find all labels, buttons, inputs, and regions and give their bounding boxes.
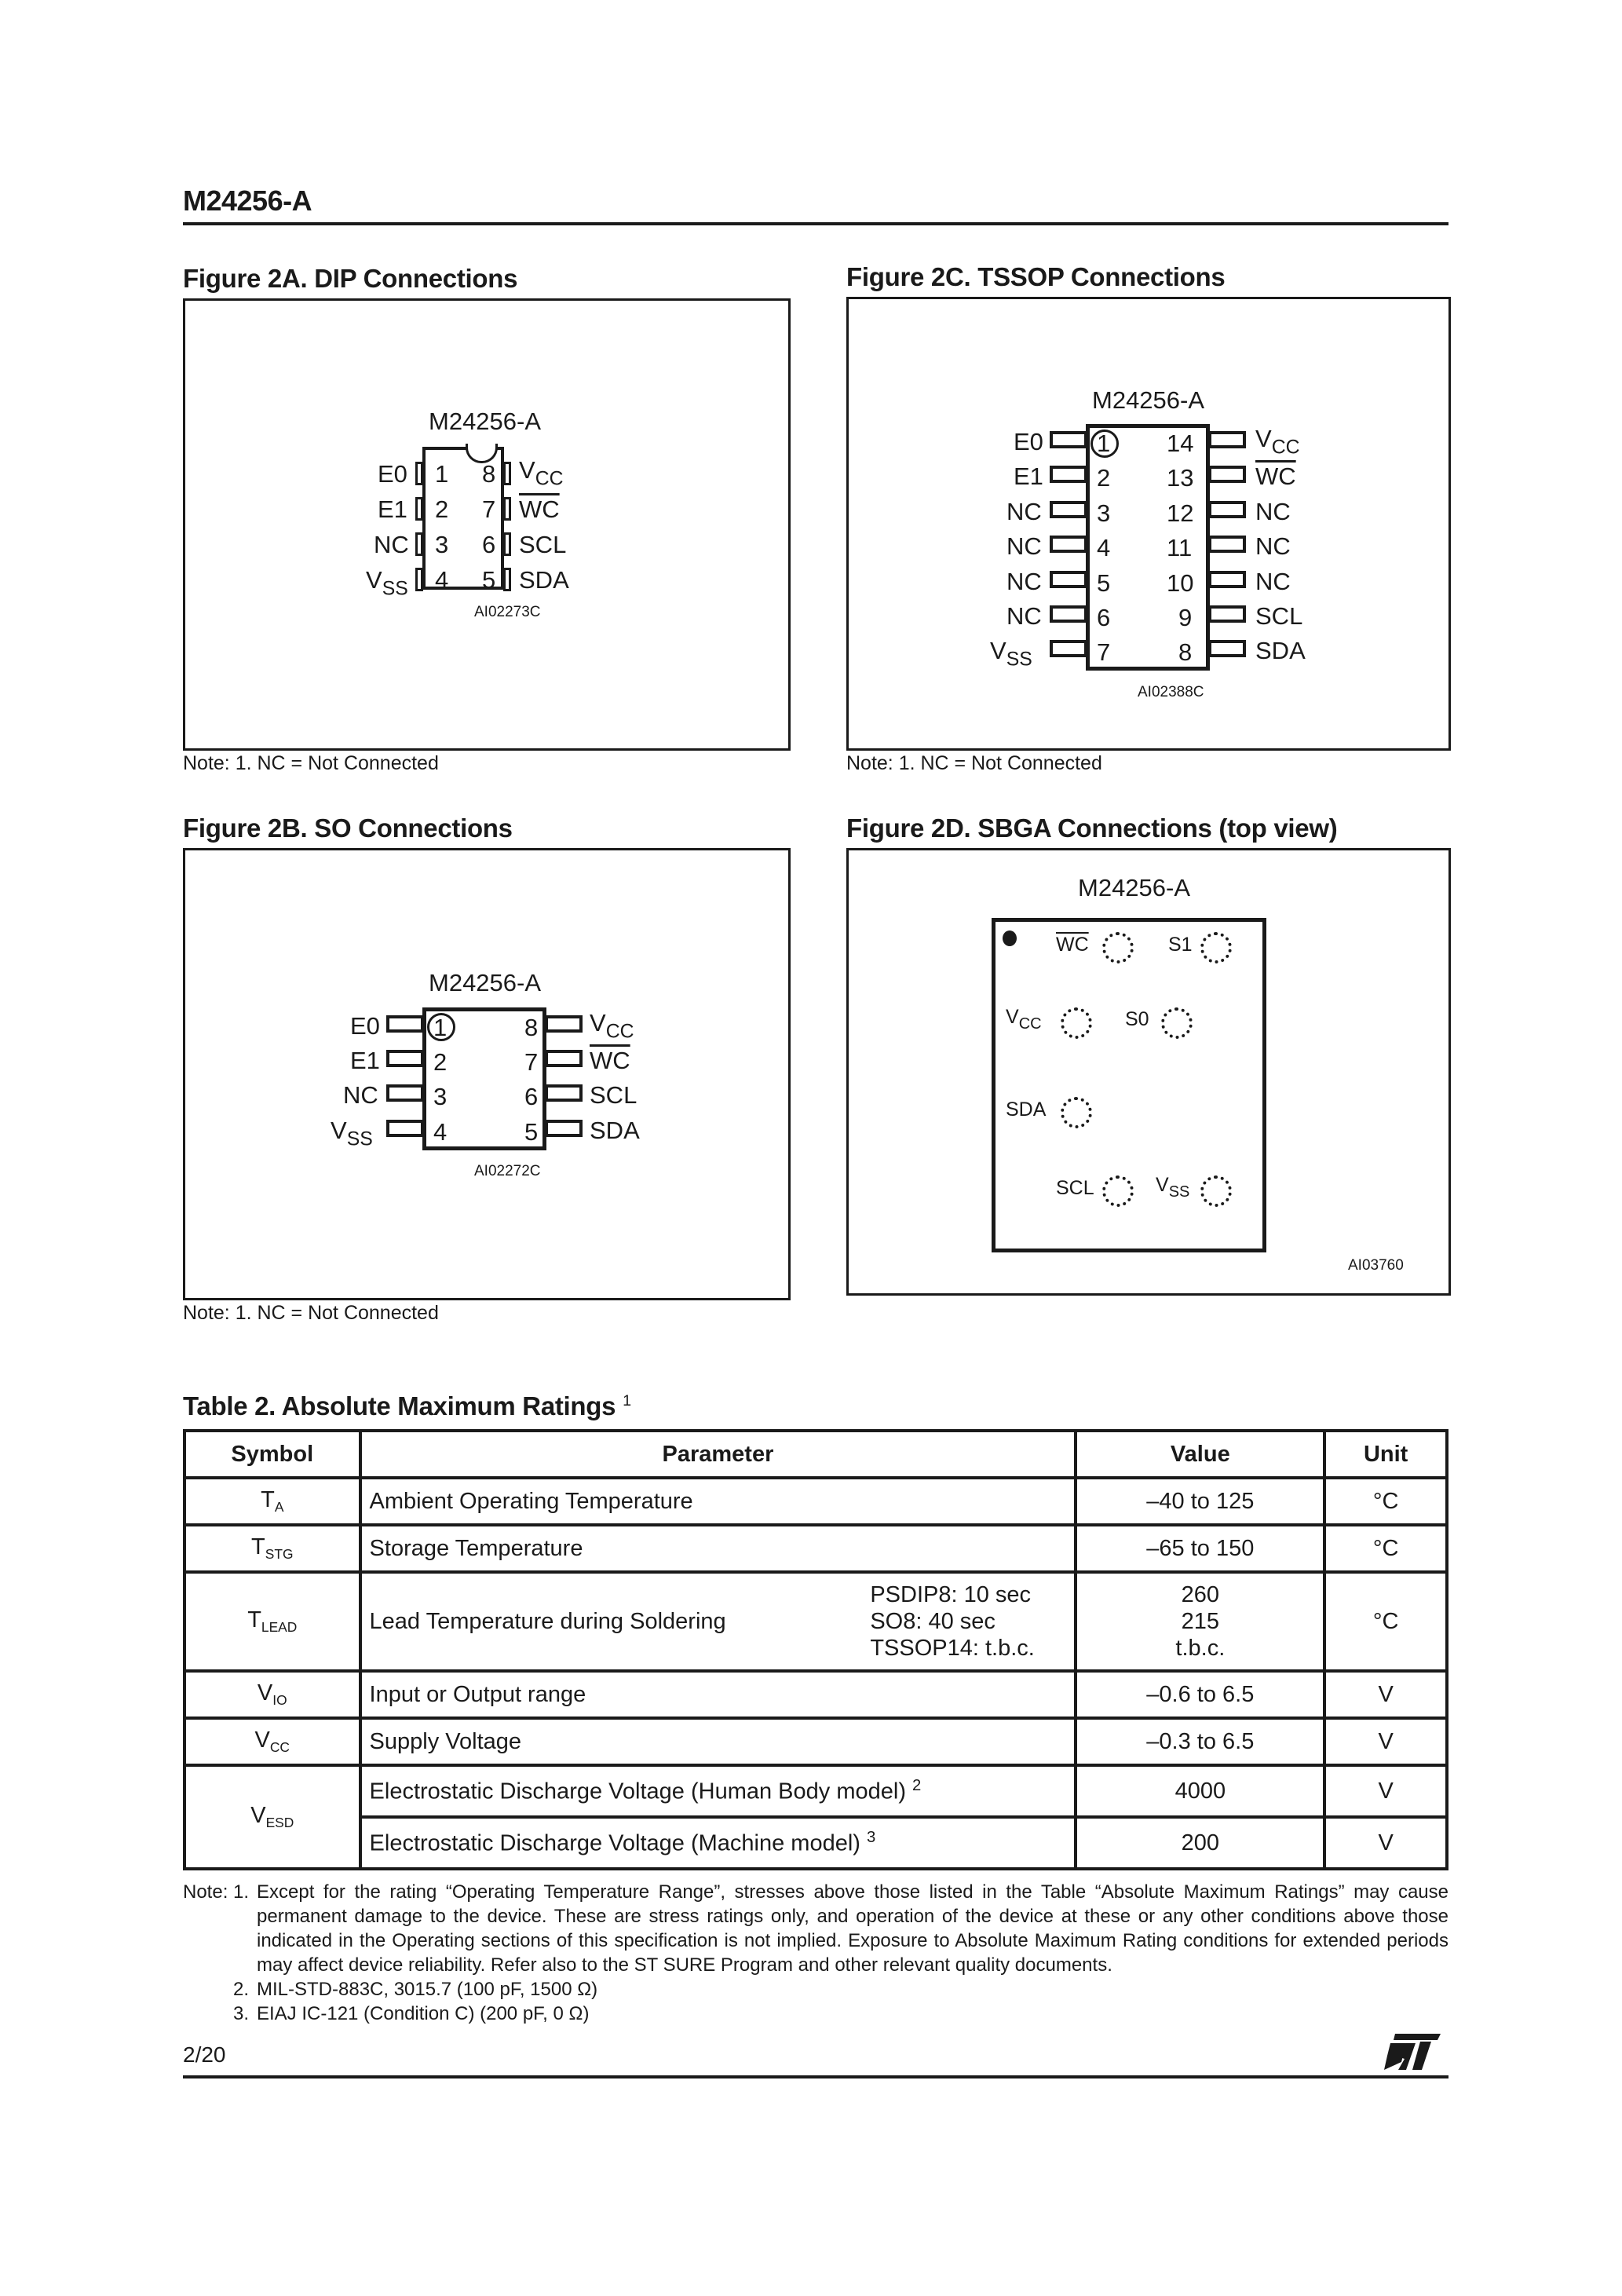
pin-label: SCL <box>590 1081 637 1109</box>
note-lead: Note: <box>183 1881 228 1903</box>
note-number: 3. <box>233 2003 250 2024</box>
pin-label: E1 <box>350 1047 380 1074</box>
pin-number: 3 <box>1097 499 1111 527</box>
ball-label-vcc: $V_{CC}$ <box>1006 1006 1042 1033</box>
pin-number: 2 <box>1097 464 1111 492</box>
value-cell <box>1076 1572 1324 1671</box>
figure-2d-sbga-diagram <box>846 848 1451 1296</box>
pin-label: E0 <box>378 460 407 488</box>
value-cell: –40 to 125 <box>1076 1478 1324 1525</box>
pin-label: SDA <box>1255 637 1306 664</box>
note-number: 1. <box>233 1881 250 1903</box>
device-label: M24256-A <box>429 969 542 996</box>
unit-cell: V <box>1324 1765 1447 1817</box>
device-label: M24256-A <box>1092 386 1205 414</box>
figure-2c-title: Figure 2C. TSSOP Connections <box>846 262 1226 291</box>
ball-label-wc: $\overline{WC}$ <box>1056 934 1089 956</box>
st-logo-icon <box>1384 2032 1441 2071</box>
ball-vss-icon <box>1200 1175 1232 1207</box>
table-note-2 <box>183 1977 1448 2002</box>
value-cell: –0.3 to 6.5 <box>1076 1718 1324 1765</box>
symbol-cell: $V_{IO}$ <box>184 1671 360 1718</box>
pin-stub <box>1050 605 1087 623</box>
figure-2a-note: Note: 1. NC = Not Connected <box>183 752 439 774</box>
device-label: M24256-A <box>429 408 542 435</box>
pin-number: 2 <box>433 1048 448 1076</box>
figure-code: AI03760 <box>1348 1257 1404 1274</box>
pin-stub <box>1208 640 1246 657</box>
pin-stub <box>415 568 423 591</box>
figure-code: AI02388C <box>1138 684 1204 700</box>
pin-label-vss: $V_{SS}$ <box>366 566 408 600</box>
pin-number: 6 <box>1097 604 1111 631</box>
ball-label-vss: $V_{SS}$ <box>1156 1174 1190 1201</box>
pin-stub <box>545 1120 583 1137</box>
pin-stub <box>1050 536 1087 553</box>
table-row <box>184 1718 1447 1765</box>
pin-label-vcc: $V_{CC}$ <box>1255 425 1300 459</box>
pin-label: SCL <box>1255 602 1303 630</box>
pin-label: SCL <box>519 531 567 558</box>
figure-code: AI02273C <box>474 604 541 620</box>
pin-label: E0 <box>1014 428 1043 455</box>
soldering-conditions <box>870 1581 1066 1662</box>
ball-s0-icon <box>1161 1007 1193 1039</box>
note-text: MIL-STD-883C, 3015.7 (100 pF, 1500 Ω) <box>257 1979 598 2000</box>
value-line: t.b.c. <box>1175 1636 1226 1661</box>
pin-label-vcc: $V_{CC}$ <box>519 456 564 490</box>
pin-number: 8 <box>1178 638 1193 666</box>
unit-cell: V <box>1324 1671 1447 1718</box>
pin-label: E0 <box>350 1012 380 1040</box>
pin-stub <box>1050 640 1087 657</box>
footer-rule <box>183 2075 1448 2078</box>
pin-stub <box>503 462 511 485</box>
condition-so8: SO8: 40 sec <box>870 1609 995 1634</box>
unit-cell: V <box>1324 1817 1447 1869</box>
table-2-title: Table 2. Absolute Maximum Ratings $^1$ <box>183 1391 631 1420</box>
pin-number: 7 <box>524 1048 539 1076</box>
pin-stub <box>503 497 511 521</box>
symbol-cell: $T_{STG}$ <box>184 1525 360 1572</box>
pin-label: E1 <box>1014 462 1043 490</box>
pin-label: NC <box>374 531 409 558</box>
page-number: 2/20 <box>183 2042 226 2067</box>
pin-number: 8 <box>482 460 496 488</box>
ball-vcc-icon <box>1061 1007 1092 1039</box>
table-note-1 <box>183 1880 1448 1977</box>
value-cell: –65 to 150 <box>1076 1525 1324 1572</box>
pin-stub <box>415 497 423 521</box>
condition-psdip8: PSDIP8: 10 sec <box>870 1582 1032 1607</box>
pin-stub <box>1208 605 1246 623</box>
table-header-row <box>184 1431 1447 1478</box>
figure-2a-title: Figure 2A. DIP Connections <box>183 264 518 293</box>
pin-stub <box>1050 501 1087 518</box>
pin-label: NC <box>1006 532 1042 560</box>
table-notes <box>183 1880 1448 2026</box>
column-header-unit: Unit <box>1324 1431 1447 1478</box>
pin-stub <box>545 1050 583 1067</box>
parameter-cell: Supply Voltage <box>360 1718 1076 1765</box>
pin-number: 4 <box>1097 534 1111 561</box>
unit-cell: °C <box>1324 1525 1447 1572</box>
pin-label: SDA <box>590 1117 640 1144</box>
symbol-cell: $T_{LEAD}$ <box>184 1572 360 1671</box>
unit-cell: °C <box>1324 1572 1447 1671</box>
figure-2c-note: Note: 1. NC = Not Connected <box>846 752 1102 774</box>
pin-stub <box>386 1084 424 1102</box>
pin-stub <box>1050 466 1087 483</box>
figure-2c-tssop-diagram <box>846 297 1451 751</box>
pin-number: 7 <box>1097 638 1111 666</box>
pin-label-wc: $\overline{WC}$ <box>1255 462 1296 490</box>
pin-stub <box>415 532 423 556</box>
pin-stub <box>1050 571 1087 588</box>
table-row <box>184 1478 1447 1525</box>
pin-stub <box>386 1050 424 1067</box>
pin-label-wc: $\overline{WC}$ <box>590 1047 630 1074</box>
figure-2b-title: Figure 2B. SO Connections <box>183 813 513 843</box>
value-line: 260 <box>1181 1582 1220 1607</box>
pin-stub <box>503 532 511 556</box>
pin-number: 1 <box>435 460 449 488</box>
value-line: 215 <box>1181 1609 1220 1634</box>
table-row <box>184 1671 1447 1718</box>
pin-stub <box>1208 501 1246 518</box>
column-header-value: Value <box>1076 1431 1324 1478</box>
parameter-cell: Electrostatic Discharge Voltage (Human Body model) $^2$ <box>360 1765 1076 1817</box>
column-header-parameter: Parameter <box>360 1431 1076 1478</box>
pin-number: 6 <box>524 1083 539 1110</box>
pin-number: 3 <box>433 1083 448 1110</box>
figure-2b-so-diagram <box>183 848 791 1300</box>
pin-stub <box>386 1120 424 1137</box>
header-rule <box>183 222 1448 225</box>
figure-2a-dip-diagram <box>183 298 791 751</box>
table-row <box>184 1817 1447 1869</box>
figure-code: AI02272C <box>474 1163 541 1179</box>
pin-number: 1 <box>433 1014 448 1041</box>
pin-number: 8 <box>524 1014 539 1041</box>
absolute-maximum-ratings-table <box>183 1429 1448 1870</box>
parameter-cell: Storage Temperature <box>360 1525 1076 1572</box>
figure-2d-title: Figure 2D. SBGA Connections (top view) <box>846 813 1338 843</box>
figure-2b-note: Note: 1. NC = Not Connected <box>183 1302 439 1324</box>
pin-label: E1 <box>378 495 407 523</box>
parameter-cell: Ambient Operating Temperature <box>360 1478 1076 1525</box>
ball-label-scl: SCL <box>1056 1177 1094 1199</box>
ball-wc-icon <box>1102 932 1134 963</box>
unit-cell: °C <box>1324 1478 1447 1525</box>
pin-number: 5 <box>1097 569 1111 597</box>
pin-stub <box>1208 536 1246 553</box>
pin-label-vss: $V_{SS}$ <box>331 1117 373 1150</box>
pin-stub <box>545 1015 583 1033</box>
table-row <box>184 1525 1447 1572</box>
pin-label-vcc: $V_{CC}$ <box>590 1009 634 1043</box>
pin-number: 12 <box>1167 499 1194 527</box>
pin-label-vss: $V_{SS}$ <box>990 637 1032 671</box>
value-cell: –0.6 to 6.5 <box>1076 1671 1324 1718</box>
pin-number: 7 <box>482 495 496 523</box>
unit-cell: V <box>1324 1718 1447 1765</box>
value-cell: 200 <box>1076 1817 1324 1869</box>
ball-label-s0: S0 <box>1125 1008 1149 1030</box>
parameter-cell <box>360 1572 1076 1671</box>
pin-number: 6 <box>482 531 496 558</box>
note-text: EIAJ IC-121 (Condition C) (200 pF, 0 Ω) <box>257 2003 590 2024</box>
pin-label: SDA <box>519 566 569 594</box>
table-row <box>184 1765 1447 1817</box>
pin-label: NC <box>1255 532 1291 560</box>
symbol-cell: $V_{CC}$ <box>184 1718 360 1765</box>
pin-number: 11 <box>1167 534 1193 561</box>
column-header-symbol: Symbol <box>184 1431 360 1478</box>
pin-number: 5 <box>524 1118 539 1146</box>
parameter-cell: Input or Output range <box>360 1671 1076 1718</box>
pin-label: NC <box>343 1081 378 1109</box>
pin-number: 3 <box>435 531 449 558</box>
pin-label: NC <box>1255 498 1291 525</box>
pin-stub <box>1208 431 1246 448</box>
pin-label: NC <box>1255 568 1291 595</box>
pin-stub <box>1208 466 1246 483</box>
condition-tssop14: TSSOP14: t.b.c. <box>870 1636 1035 1661</box>
pin-number: 5 <box>482 566 496 594</box>
ball-scl-icon <box>1102 1175 1134 1207</box>
parameter-text: Lead Temperature during Soldering <box>369 1608 726 1634</box>
pin-label: NC <box>1006 568 1042 595</box>
pin-label: NC <box>1006 602 1042 630</box>
pin-number: 2 <box>435 495 449 523</box>
pin-number: 10 <box>1167 569 1194 597</box>
pin-label: NC <box>1006 498 1042 525</box>
pin-number: 14 <box>1167 430 1194 457</box>
pin-number: 4 <box>433 1118 448 1146</box>
table-row <box>184 1572 1447 1671</box>
note-number: 2. <box>233 1979 250 2000</box>
pin-number: 9 <box>1178 604 1193 631</box>
pin-number: 1 <box>1097 430 1111 457</box>
pin-label-wc: $\overline{WC}$ <box>519 495 560 523</box>
pin-stub <box>386 1015 424 1033</box>
ball-s1-icon <box>1200 932 1232 963</box>
symbol-cell: $T_A$ <box>184 1478 360 1525</box>
pin-stub <box>415 462 423 485</box>
ball-label-sda: SDA <box>1006 1099 1047 1121</box>
ball-sda-icon <box>1061 1097 1092 1128</box>
table-note-3 <box>183 2002 1448 2026</box>
pin-stub <box>503 568 511 591</box>
pin-stub <box>1050 431 1087 448</box>
device-label: M24256-A <box>1078 874 1191 901</box>
pin-stub <box>1208 571 1246 588</box>
pin-number: 4 <box>435 566 449 594</box>
ball-label-s1: S1 <box>1168 934 1193 956</box>
parameter-cell: Electrostatic Discharge Voltage (Machine model) $^3$ <box>360 1817 1076 1869</box>
pin1-dot-icon <box>1003 930 1017 946</box>
symbol-cell: $V_{ESD}$ <box>184 1765 360 1869</box>
pin-stub <box>545 1084 583 1102</box>
note-text: Except for the rating “Operating Temperature Range”, stresses above those listed in the Table “Absolute Maximum Ratings” may cause permanent damage to the device. These are stress ratings only, and operation of the device at these or any other conditions above those indicated in the Operating sections of this specification is not implied. Exposure to Absolute Maximum Rating conditions for extended periods may affect device reliability. Refer also to the ST SURE Program and other relevant quality documents. <box>257 1881 1448 1976</box>
value-cell: 4000 <box>1076 1765 1324 1817</box>
pin-number: 13 <box>1167 464 1194 492</box>
document-header-title: M24256-A <box>183 185 312 217</box>
